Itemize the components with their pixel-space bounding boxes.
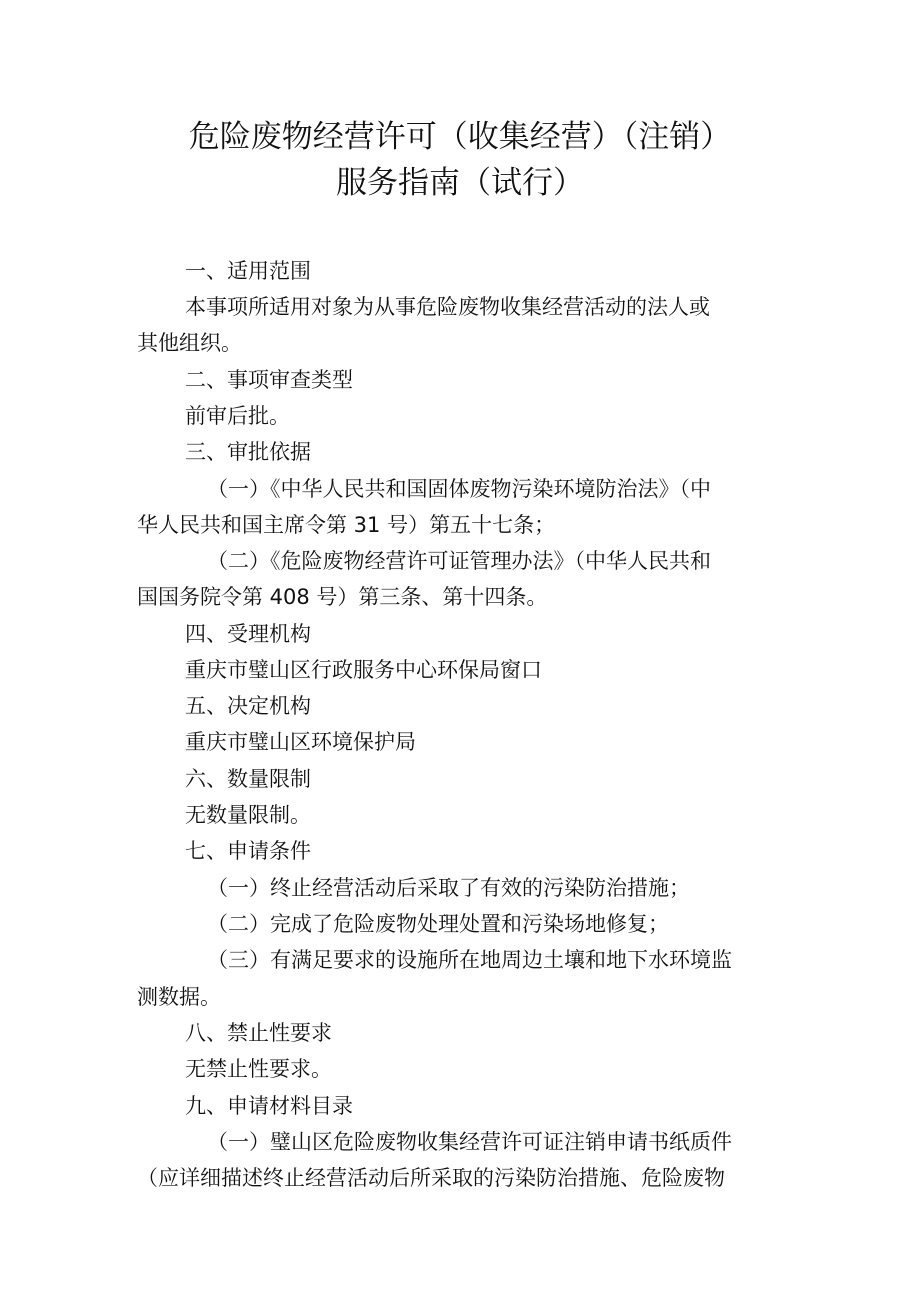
paragraph-line: 前审后批。 xyxy=(185,404,290,428)
list-item-line: （一）《中华人民共和国固体废物污染环境防治法》（中 xyxy=(207,477,711,501)
list-item-line: （三）有满足要求的设施所在地周边土壤和地下水环境监 xyxy=(207,948,732,972)
list-item-line: 国国务院令第 408 号）第三条、第十四条。 xyxy=(137,585,548,609)
paragraph-line: 其他组织。 xyxy=(137,331,242,355)
paragraph-line: 重庆市璧山区环境保护局 xyxy=(185,730,416,754)
section-heading-conditions: 七、申请条件 xyxy=(185,839,311,863)
list-item-line: 华人民共和国主席令第 31 号）第五十七条； xyxy=(137,513,556,537)
paragraph-line: 无数量限制。 xyxy=(185,803,311,827)
section-heading-decision: 五、决定机构 xyxy=(185,694,311,718)
document-subtitle: 服务指南（试行） xyxy=(336,165,584,201)
paragraph-line: 重庆市璧山区行政服务中心环保局窗口 xyxy=(185,658,542,682)
paragraph-line: 无禁止性要求。 xyxy=(185,1057,332,1081)
list-item-line: 测数据。 xyxy=(137,985,221,1009)
section-heading-review-type: 二、事项审查类型 xyxy=(185,368,353,392)
list-item-line: （一）璧山区危险废物收集经营许可证注销申请书纸质件 xyxy=(207,1130,732,1154)
section-heading-scope: 一、适用范围 xyxy=(185,259,311,283)
section-heading-prohibited: 八、禁止性要求 xyxy=(185,1021,332,1045)
section-heading-materials: 九、申请材料目录 xyxy=(185,1094,353,1118)
section-heading-acceptance: 四、受理机构 xyxy=(185,622,311,646)
list-item-line: （一）终止经营活动后采取了有效的污染防治措施； xyxy=(207,876,690,900)
list-item-line: （二）《危险废物经营许可证管理办法》（中华人民共和 xyxy=(207,549,711,573)
section-heading-quantity: 六、数量限制 xyxy=(185,767,311,791)
list-item-line: （应详细描述终止经营活动后所采取的污染防治措施、危险废物 xyxy=(137,1166,725,1190)
document-title: 危险废物经营许可（收集经营）（注销） xyxy=(188,119,732,155)
section-heading-basis: 三、审批依据 xyxy=(185,440,311,464)
list-item-line: （二）完成了危险废物处理处置和污染场地修复； xyxy=(207,912,669,936)
paragraph-line: 本事项所适用对象为从事危险废物收集经营活动的法人或 xyxy=(185,295,710,319)
